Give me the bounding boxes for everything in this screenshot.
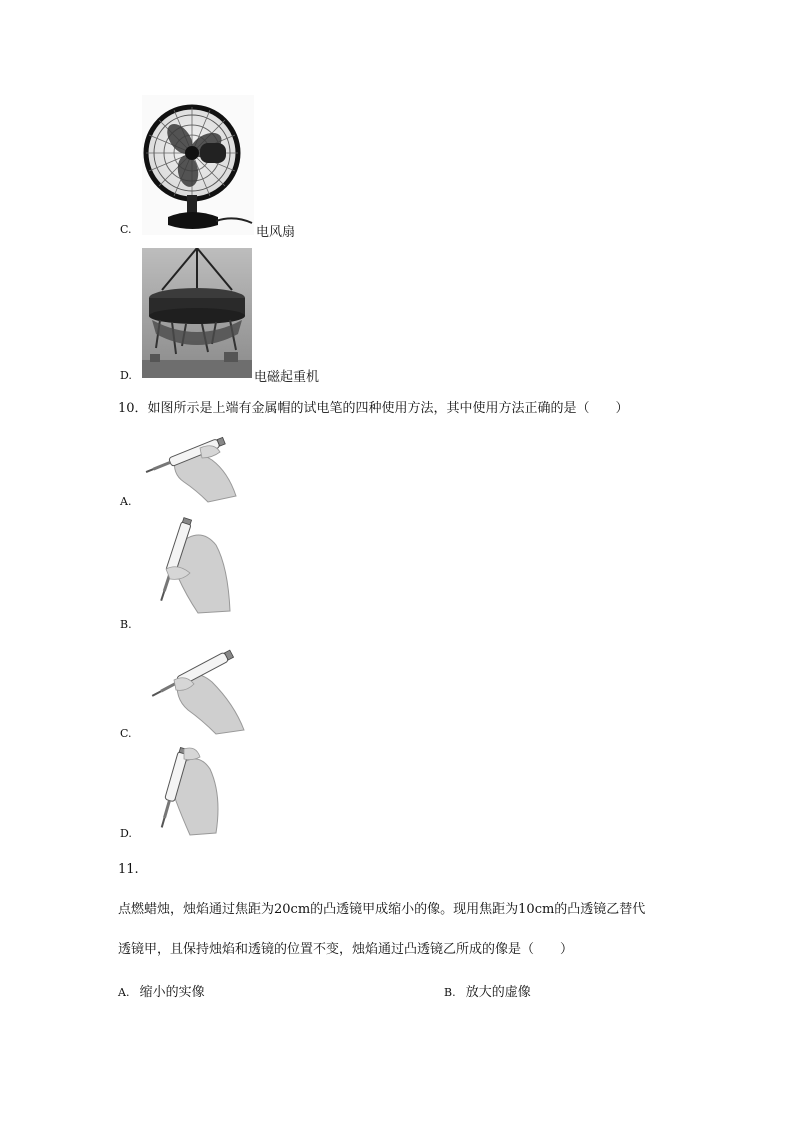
question-11-number: 11. [118, 862, 139, 877]
tester-pen-figure-a [140, 430, 240, 505]
question-11-line-1: 点燃蜡烛，烛焰通过焦距为20cm的凸透镜甲成缩小的像。现用焦距为10cm的凸透镜乙替代 [118, 902, 646, 917]
item-c-caption: 电风扇 [256, 225, 296, 240]
electromagnetic-crane-photo [142, 248, 252, 378]
q11-option-b [444, 985, 531, 1001]
item-d-label: D. [120, 369, 132, 382]
item-c-label: C. [120, 223, 132, 236]
electric-fan-photo [142, 95, 254, 235]
q11-option-a-text: 缩小的实像 [139, 985, 205, 1000]
tester-pen-figure-b [138, 515, 233, 615]
question-10-stem: 10．如图所示是上端有金属帽的试电笔的四种使用方法，其中使用方法正确的是（ ） [118, 401, 629, 416]
q11-option-a [118, 985, 205, 1001]
tester-pen-figure-d [138, 745, 228, 840]
q10-option-c-label: C. [120, 727, 132, 740]
q10-option-b-label: B. [120, 618, 132, 631]
q10-option-a-label: A. [120, 495, 132, 508]
q10-option-d-label: D. [120, 827, 132, 840]
q11-option-a-label: A. [118, 986, 130, 999]
tester-pen-figure-c [138, 638, 250, 738]
q11-option-b-label: B. [444, 986, 456, 999]
question-11-line-2: 透镜甲，且保持烛焰和透镜的位置不变，烛焰通过凸透镜乙所成的像是（ ） [118, 942, 574, 957]
q11-option-b-text: 放大的虚像 [465, 985, 531, 1000]
item-d-caption: 电磁起重机 [254, 370, 320, 385]
